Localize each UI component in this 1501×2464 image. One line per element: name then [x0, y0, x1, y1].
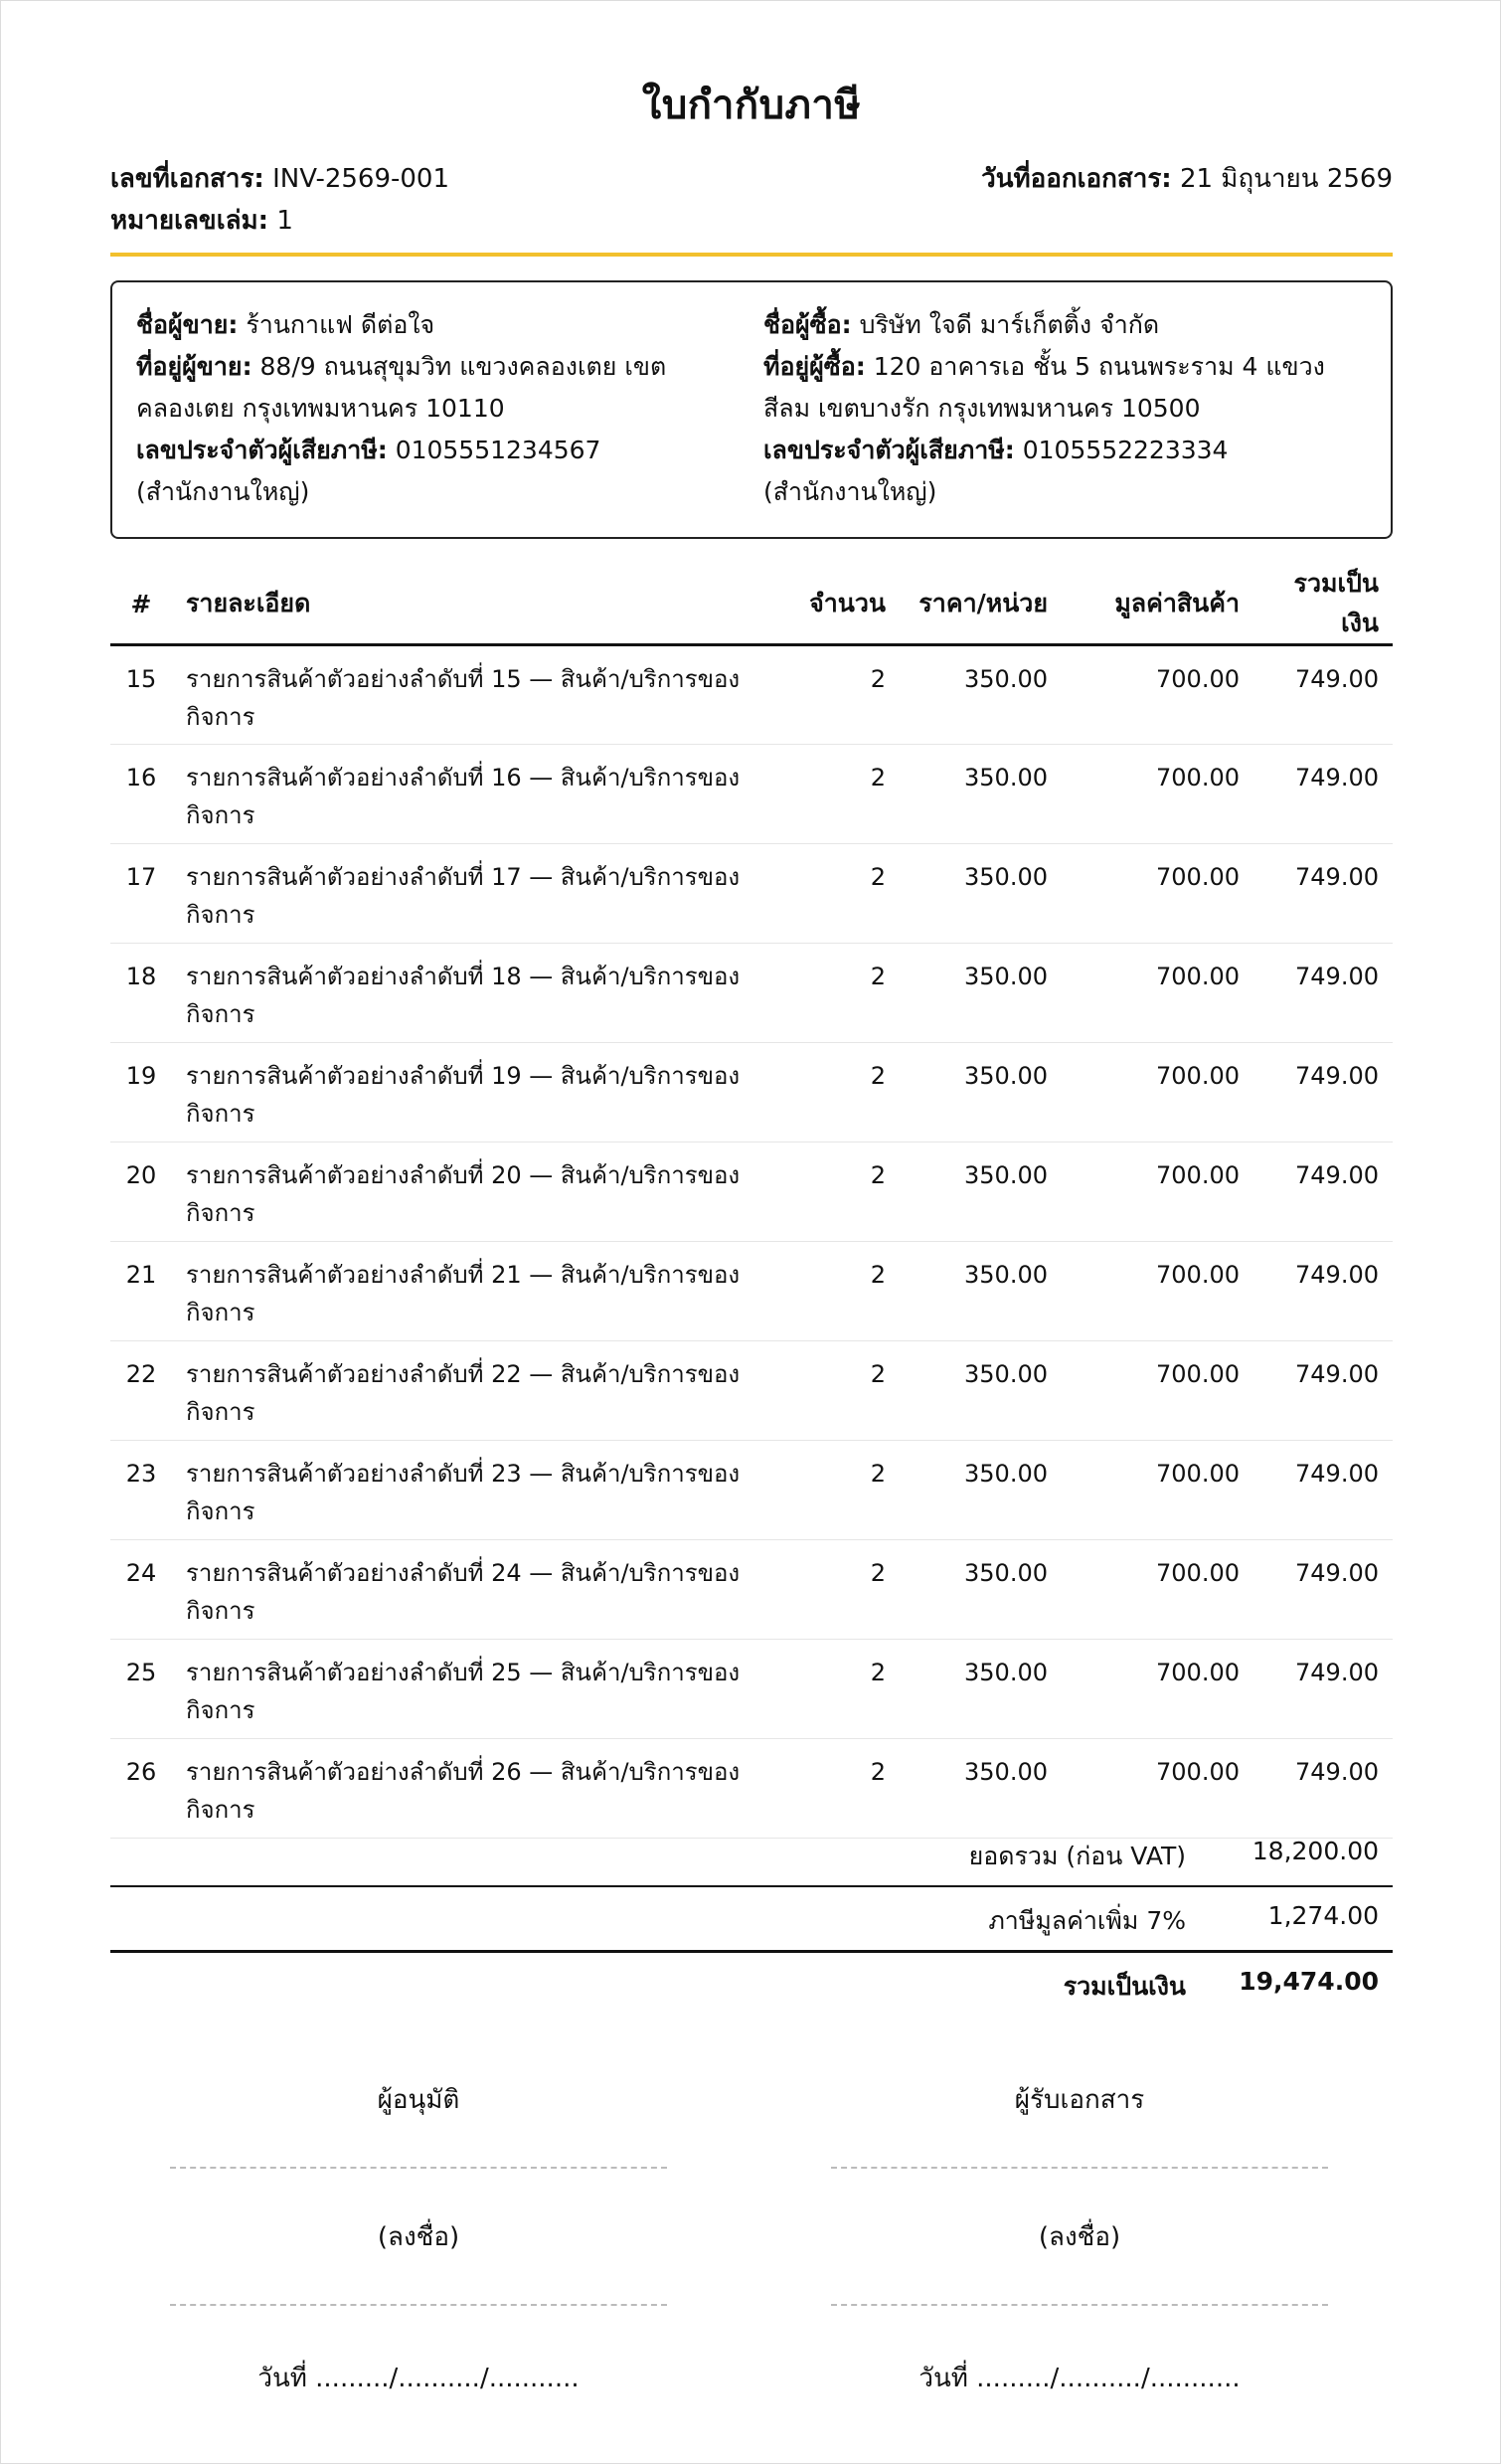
subtotal-value: 18,200.00 [1251, 1837, 1379, 1865]
item-total: 749.00 [1253, 1739, 1393, 1839]
item-amount: 700.00 [1062, 1739, 1253, 1839]
item-unit-price: 350.00 [900, 1043, 1062, 1143]
item-amount: 700.00 [1062, 1242, 1253, 1341]
table-row [110, 1043, 1393, 1143]
item-total: 749.00 [1253, 1143, 1393, 1242]
seller-tax-id: เลขประจำตัวผู้เสียภาษี: 0105551234567 (สำนักงานใหญ่) [136, 436, 601, 506]
grand-total-value: 19,474.00 [1239, 1967, 1379, 1996]
item-amount: 700.00 [1062, 844, 1253, 944]
receiver-sign-label: (ลงชื่อ) [1038, 2222, 1121, 2252]
item-amount: 700.00 [1062, 1540, 1253, 1640]
item-unit-price: 350.00 [900, 844, 1062, 944]
item-unit-price: 350.00 [900, 1143, 1062, 1242]
item-quantity: 2 [768, 1441, 900, 1540]
item-quantity: 2 [768, 944, 900, 1043]
item-quantity: 2 [768, 645, 900, 745]
item-index: 19 [110, 1043, 172, 1143]
item-total: 749.00 [1253, 645, 1393, 745]
item-description: รายการสินค้าตัวอย่างลำดับที่ 15 — สินค้า/บริการของกิจการ [172, 645, 768, 745]
buyer-name: ชื่อผู้ซื้อ: บริษัท ใจดี มาร์เก็ตติ้ง จำกัด [763, 310, 1160, 339]
book-no: หมายเลขเล่ม: 1 [110, 206, 293, 236]
table-row [110, 1143, 1393, 1242]
issue-date: วันที่ออกเอกสาร: 21 มิถุนายน 2569 [981, 164, 1393, 194]
buyer-address: ที่อยู่ผู้ซื้อ: 120 อาคารเอ ชั้น 5 ถนนพระราม 4 แขวงสีลม เขตบางรัก กรุงเทพมหานคร 10500 [763, 352, 1325, 423]
items-table-body [110, 645, 1393, 1839]
vat-row [110, 1887, 1393, 1953]
item-amount: 700.00 [1062, 645, 1253, 745]
item-amount: 700.00 [1062, 1143, 1253, 1242]
totals-section [110, 1823, 1393, 2016]
item-description: รายการสินค้าตัวอย่างลำดับที่ 23 — สินค้า/บริการของกิจการ [172, 1441, 768, 1540]
item-unit-price: 350.00 [900, 1640, 1062, 1739]
item-total: 749.00 [1253, 1242, 1393, 1341]
approver-name-line [170, 2304, 667, 2306]
col-header-amount: มูลค่าสินค้า [1062, 564, 1253, 645]
buyer-tax-id: เลขประจำตัวผู้เสียภาษี: 0105552223334 (สำนักงานใหญ่) [763, 436, 1229, 506]
vat-label: ภาษีมูลค่าเพิ่ม 7% [988, 1906, 1186, 1935]
item-unit-price: 350.00 [900, 1242, 1062, 1341]
approver-label: ผู้อนุมัติ [377, 2085, 460, 2115]
seller-address: ที่อยู่ผู้ขาย: 88/9 ถนนสุขุมวิท แขวงคลองเตย เขตคลองเตย กรุงเทพมหานคร 10110 [136, 352, 667, 423]
item-description: รายการสินค้าตัวอย่างลำดับที่ 16 — สินค้า/บริการของกิจการ [172, 745, 768, 844]
receiver-signature-block [831, 2079, 1328, 2398]
item-quantity: 2 [768, 1640, 900, 1739]
col-header-index: # [110, 564, 172, 645]
approver-sign-label: (ลงชื่อ) [377, 2222, 460, 2252]
party-info-box [110, 280, 1393, 539]
table-row [110, 1540, 1393, 1640]
col-header-unit-price: ราคา/หน่วย [900, 564, 1062, 645]
receiver-sign-line [831, 2167, 1328, 2169]
item-index: 21 [110, 1242, 172, 1341]
item-quantity: 2 [768, 1242, 900, 1341]
item-total: 749.00 [1253, 745, 1393, 844]
item-amount: 700.00 [1062, 944, 1253, 1043]
doc-meta-row-1 [110, 158, 1393, 199]
document-title: ใบกำกับภาษี [641, 83, 862, 128]
item-total: 749.00 [1253, 1640, 1393, 1739]
item-description: รายการสินค้าตัวอย่างลำดับที่ 18 — สินค้า/บริการของกิจการ [172, 944, 768, 1043]
item-amount: 700.00 [1062, 1341, 1253, 1441]
item-index: 26 [110, 1739, 172, 1839]
table-row [110, 944, 1393, 1043]
table-row [110, 745, 1393, 844]
item-unit-price: 350.00 [900, 745, 1062, 844]
item-quantity: 2 [768, 844, 900, 944]
col-header-description: รายละเอียด [172, 564, 768, 645]
items-table [110, 564, 1393, 1839]
item-index: 16 [110, 745, 172, 844]
item-index: 25 [110, 1640, 172, 1739]
item-index: 15 [110, 645, 172, 745]
item-description: รายการสินค้าตัวอย่างลำดับที่ 20 — สินค้า/บริการของกิจการ [172, 1143, 768, 1242]
item-unit-price: 350.00 [900, 944, 1062, 1043]
table-row [110, 1441, 1393, 1540]
item-total: 749.00 [1253, 1043, 1393, 1143]
item-total: 749.00 [1253, 944, 1393, 1043]
table-header-row [110, 564, 1393, 645]
item-index: 24 [110, 1540, 172, 1640]
item-quantity: 2 [768, 1043, 900, 1143]
item-unit-price: 350.00 [900, 1540, 1062, 1640]
doc-meta-row-2 [110, 200, 1393, 241]
item-unit-price: 350.00 [900, 1441, 1062, 1540]
item-description: รายการสินค้าตัวอย่างลำดับที่ 24 — สินค้า/บริการของกิจการ [172, 1540, 768, 1640]
buyer-info [763, 304, 1340, 513]
item-amount: 700.00 [1062, 745, 1253, 844]
item-index: 22 [110, 1341, 172, 1441]
table-row [110, 1341, 1393, 1441]
receiver-name-line [831, 2304, 1328, 2306]
header-divider [110, 253, 1393, 257]
item-index: 17 [110, 844, 172, 944]
table-row [110, 645, 1393, 745]
item-unit-price: 350.00 [900, 1341, 1062, 1441]
item-total: 749.00 [1253, 844, 1393, 944]
item-description: รายการสินค้าตัวอย่างลำดับที่ 25 — สินค้า/บริการของกิจการ [172, 1640, 768, 1739]
item-quantity: 2 [768, 1143, 900, 1242]
item-description: รายการสินค้าตัวอย่างลำดับที่ 19 — สินค้า/บริการของกิจการ [172, 1043, 768, 1143]
item-quantity: 2 [768, 1540, 900, 1640]
item-unit-price: 350.00 [900, 1739, 1062, 1839]
doc-no: เลขที่เอกสาร: INV-2569-001 [110, 164, 450, 194]
item-amount: 700.00 [1062, 1441, 1253, 1540]
approver-date-line: วันที่ ........./........../........... [257, 2364, 580, 2393]
grand-total-label: รวมเป็นเงิน [1063, 1972, 1186, 2001]
subtotal-label: ยอดรวม (ก่อน VAT) [968, 1842, 1186, 1870]
vat-value: 1,274.00 [1267, 1901, 1379, 1930]
grand-total-row [110, 1953, 1393, 2016]
item-quantity: 2 [768, 1341, 900, 1441]
item-quantity: 2 [768, 1739, 900, 1839]
item-description: รายการสินค้าตัวอย่างลำดับที่ 22 — สินค้า/บริการของกิจการ [172, 1341, 768, 1441]
item-index: 18 [110, 944, 172, 1043]
seller-info [136, 304, 713, 513]
item-total: 749.00 [1253, 1341, 1393, 1441]
item-total: 749.00 [1253, 1540, 1393, 1640]
table-row [110, 1640, 1393, 1739]
item-total: 749.00 [1253, 1441, 1393, 1540]
item-amount: 700.00 [1062, 1043, 1253, 1143]
item-index: 23 [110, 1441, 172, 1540]
subtotal-row [110, 1823, 1393, 1887]
receiver-label: ผู้รับเอกสาร [1014, 2085, 1145, 2115]
col-header-quantity: จำนวน [768, 564, 900, 645]
item-description: รายการสินค้าตัวอย่างลำดับที่ 21 — สินค้า/บริการของกิจการ [172, 1242, 768, 1341]
item-unit-price: 350.00 [900, 645, 1062, 745]
item-amount: 700.00 [1062, 1640, 1253, 1739]
item-quantity: 2 [768, 745, 900, 844]
approver-signature-block [170, 2079, 667, 2398]
approver-sign-line [170, 2167, 667, 2169]
item-index: 20 [110, 1143, 172, 1242]
item-description: รายการสินค้าตัวอย่างลำดับที่ 17 — สินค้า/บริการของกิจการ [172, 844, 768, 944]
item-description: รายการสินค้าตัวอย่างลำดับที่ 26 — สินค้า/บริการของกิจการ [172, 1739, 768, 1839]
table-row [110, 844, 1393, 944]
table-row [110, 1242, 1393, 1341]
col-header-total: รวมเป็นเงิน [1253, 564, 1393, 645]
seller-name: ชื่อผู้ขาย: ร้านกาแฟ ดีต่อใจ [136, 310, 435, 339]
receiver-date-line: วันที่ ........./........../........... [918, 2364, 1241, 2393]
